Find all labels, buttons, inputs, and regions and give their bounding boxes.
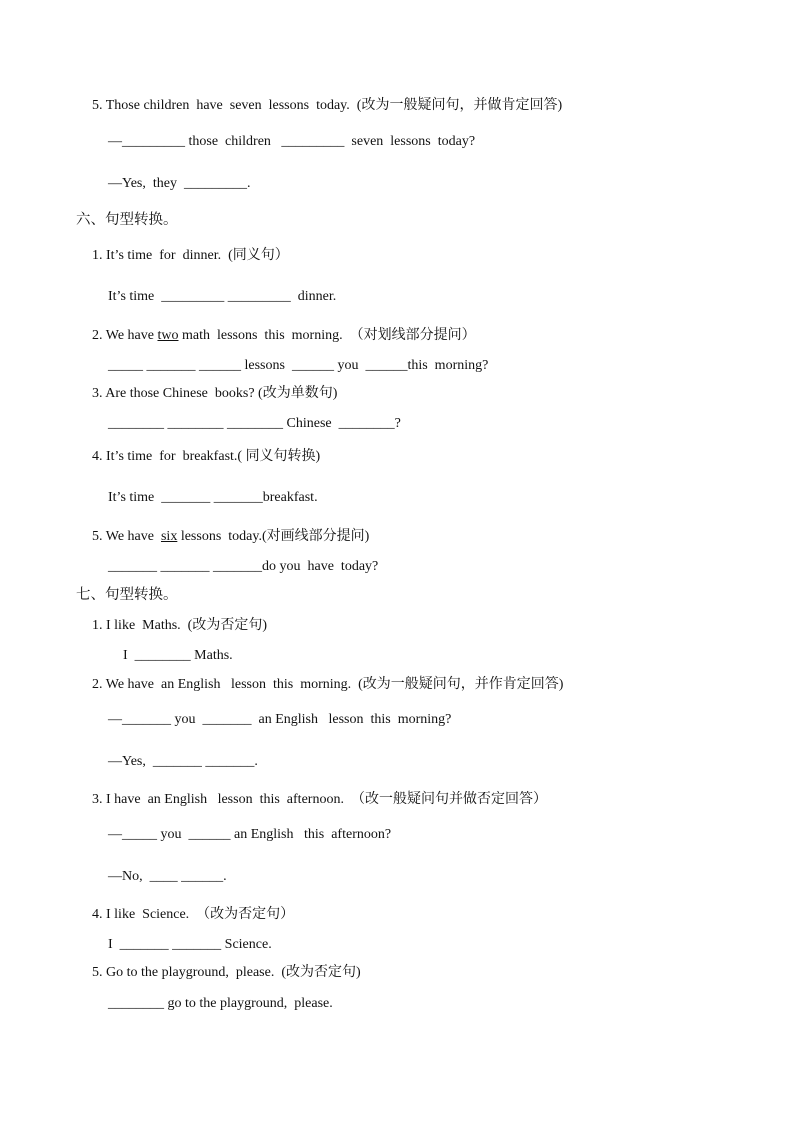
section-seven-heading: 七、句型转换。 bbox=[76, 587, 178, 603]
s6-q2-suffix: math lessons this morning. （对划线部分提问） bbox=[178, 328, 476, 343]
s7-answer-1: I ________ Maths. bbox=[123, 648, 233, 663]
s7-question-3: 3. I have an English lesson this afternoon. （改一般疑问句并做否定回答） bbox=[92, 792, 547, 807]
s7-answer-3-question: —_____ you ______ an English this afternoon? bbox=[108, 827, 392, 842]
s6-q2-underlined-word: two bbox=[157, 328, 179, 343]
s7-answer-2-question: —_______ you _______ an English lesson this morning? bbox=[108, 712, 452, 727]
s7-question-2: 2. We have an English lesson this morning. (改为一般疑问句，并作肯定回答) bbox=[92, 677, 564, 692]
s6-answer-5: _______ _______ _______do you have today? bbox=[108, 559, 379, 574]
question-5-answer-reply: —Yes, they _________. bbox=[108, 176, 251, 191]
s6-question-1: 1. It’s time for dinner. (同义句） bbox=[92, 248, 289, 263]
question-5-prompt: 5. Those children have seven lessons today. (改为一般疑问句，并做肯定回答) bbox=[92, 98, 563, 113]
s7-answer-2-reply: —Yes, _______ _______. bbox=[108, 754, 258, 769]
question-5-answer-question: —_________ those children _________ seven lessons today? bbox=[108, 134, 476, 149]
s6-question-4: 4. It’s time for breakfast.( 同义句转换) bbox=[92, 449, 321, 464]
s7-question-5: 5. Go to the playground, please. (改为否定句) bbox=[92, 965, 361, 980]
s6-q2-prefix: 2. We have bbox=[92, 328, 158, 343]
s6-question-5 bbox=[92, 528, 369, 546]
s6-answer-2: _____ _______ ______ lessons ______ you ______this morning? bbox=[108, 358, 489, 373]
s7-answer-4: I _______ _______ Science. bbox=[108, 937, 272, 952]
s7-answer-3-reply: —No, ____ ______. bbox=[108, 869, 227, 884]
s6-q5-underlined-word: six bbox=[160, 529, 178, 544]
s6-q5-suffix: lessons today.(对画线部分提问) bbox=[177, 529, 370, 544]
s6-question-2 bbox=[92, 327, 476, 345]
s7-answer-5: ________ go to the playground, please. bbox=[108, 996, 333, 1011]
section-six-heading: 六、句型转换。 bbox=[76, 212, 178, 228]
s7-question-1: 1. I like Maths. (改为否定句) bbox=[92, 618, 267, 633]
s7-question-4: 4. I like Science. （改为否定句） bbox=[92, 907, 295, 922]
s6-q5-prefix: 5. We have bbox=[92, 529, 161, 544]
s6-answer-1: It’s time _________ _________ dinner. bbox=[108, 289, 337, 304]
s6-question-3: 3. Are those Chinese books? (改为单数句) bbox=[92, 386, 338, 401]
s6-answer-3: ________ ________ ________ Chinese ________? bbox=[108, 416, 401, 431]
s6-answer-4: It’s time _______ _______breakfast. bbox=[108, 490, 318, 505]
